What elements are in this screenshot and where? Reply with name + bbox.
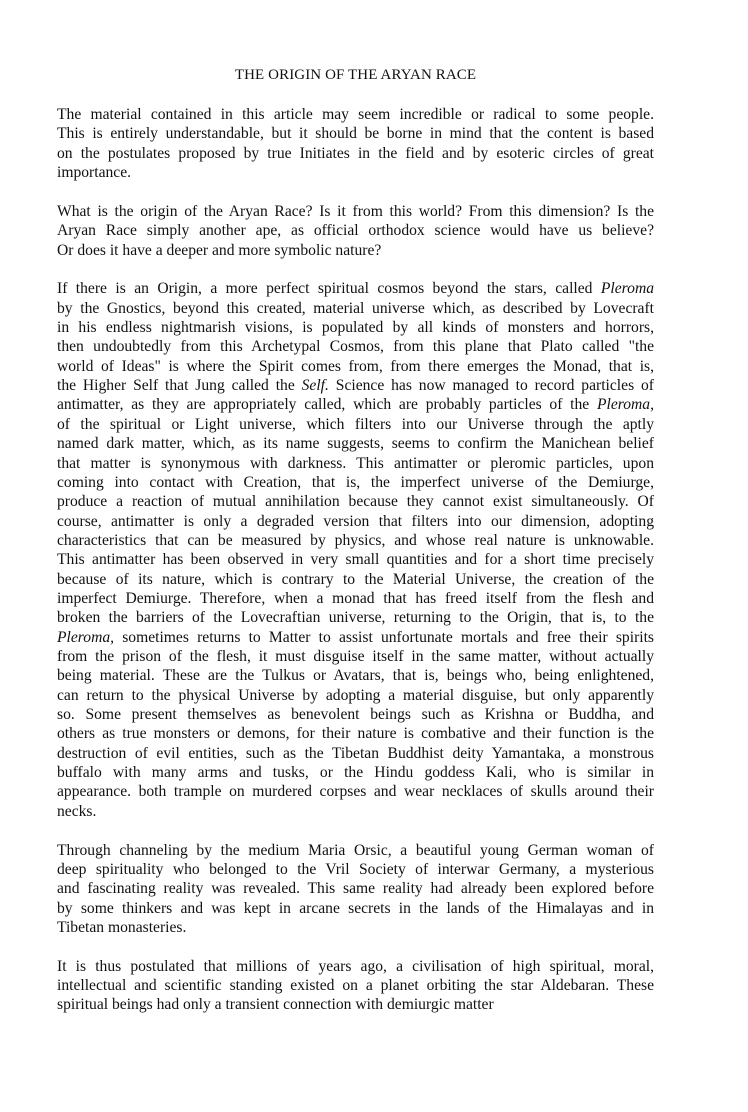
text-segment: of the spiritual or Light universe, which filters into our Universe through the aptly (57, 415, 654, 433)
text-segment: can return to the physical Universe by adopting a material disguise, but only apparently (57, 686, 654, 704)
text-segment: broken the barriers of the Lovecraftian universe, returning to the Origin, that is, to the (57, 609, 654, 627)
text-line (57, 512, 654, 531)
text-line (57, 879, 654, 898)
text-segment: named dark matter, which, as its name suggests, seems to confirm the Manichean belief (57, 435, 654, 453)
text-line (57, 299, 654, 318)
text-line (57, 144, 654, 163)
text-line (57, 589, 654, 608)
text-segment: destruction of evil entities, such as the Tibetan Buddhist deity Yamantaka, a monstrous (57, 744, 654, 762)
document-page (57, 66, 654, 1034)
text-line (57, 918, 654, 937)
text-line (57, 105, 654, 124)
text-segment: What is the origin of the Aryan Race? Is it from this world? From this dimension? Is the (57, 202, 654, 220)
text-line (57, 337, 654, 356)
text-segment: the Higher Self that Jung called the (57, 377, 302, 395)
text-segment: by some thinkers and was kept in arcane secrets in the lands of the Himalayas and in (57, 899, 654, 917)
text-line (57, 221, 654, 240)
text-segment: Tibetan monasteries. (57, 918, 187, 936)
text-line (57, 647, 654, 666)
text-segment: and fascinating reality was revealed. This same reality had already been explored before (57, 880, 654, 898)
text-line (57, 724, 654, 743)
text-segment: imperfect Demiurge. Therefore, when a monad that has freed itself from the flesh and (57, 589, 654, 607)
text-line (57, 802, 654, 821)
italic-term: Self. (301, 377, 329, 395)
document-body (57, 105, 654, 1015)
text-line (57, 473, 654, 492)
text-line (57, 279, 654, 298)
text-line (57, 531, 654, 550)
text-segment: so. Some present themselves as benevolent beings such as Krishna or Buddha, and (57, 705, 654, 723)
text-line (57, 899, 654, 918)
text-segment: spiritual beings had only a transient connection with demiurgic matter (57, 996, 494, 1014)
text-segment: This antimatter has been observed in very small quantities and for a short time precisely (57, 551, 654, 569)
text-segment: Through channeling by the medium Maria Orsic, a beautiful young German woman of (57, 841, 654, 859)
text-segment: sometimes returns to Matter to assist unfortunate mortals and free their spirits (114, 628, 654, 646)
text-segment: others as true monsters or demons, for their nature is combative and their function is the (57, 725, 654, 743)
text-segment: produce a reaction of mutual annihilation because they cannot exist simultaneously. Of (57, 493, 654, 511)
body-paragraph (57, 279, 654, 821)
text-line (57, 318, 654, 337)
italic-term: Pleroma, (596, 396, 654, 414)
text-line (57, 976, 654, 995)
text-line (57, 550, 654, 569)
text-segment: buffalo with many arms and tusks, or the Hindu goddess Kali, who is similar in (57, 764, 654, 781)
text-segment: being material. These are the Tulkus or Avatars, that is, beings who, being enlightened, (57, 667, 654, 685)
text-segment: then undoubtedly from this Archetypal Cosmos, from this plane that Plato called "the (57, 338, 654, 356)
text-line (57, 705, 654, 724)
text-segment: antimatter, as they are appropriately called, which are probably particles of the (57, 396, 597, 414)
text-segment: intellectual and scientific standing existed on a planet orbiting the star Aldebaran. These (57, 977, 654, 995)
text-segment: importance. (57, 164, 132, 182)
document-title: THE ORIGIN OF THE ARYAN RACE (234, 67, 477, 83)
body-paragraph (57, 841, 654, 938)
text-line (57, 628, 654, 647)
text-segment: coming into contact with Creation, that is, the imperfect universe of the Demiurge, (57, 473, 654, 491)
text-line (57, 686, 654, 705)
text-segment: It is thus postulated that millions of years ago, a civilisation of high spiritual, moral, (57, 957, 654, 975)
text-line (57, 124, 654, 143)
text-line (57, 744, 654, 763)
text-segment: by the Gnostics, beyond this created, material universe which, as described by Lovecraft (57, 299, 654, 317)
text-line (57, 763, 654, 782)
text-line (57, 357, 654, 376)
text-line (57, 782, 654, 801)
text-segment: The material contained in this article may seem incredible or radical to some people. (57, 106, 654, 123)
text-line (57, 395, 654, 414)
text-segment: appearance. both trample on murdered corpses and wear necklaces of skulls around their (57, 783, 654, 801)
italic-term: Pleroma (600, 280, 654, 298)
text-segment: world of Ideas" is where the Spirit comes from, from there emerges the Monad, that is, (57, 357, 654, 375)
text-segment: characteristics that can be measured by physics, and whose real nature is unknowable. (57, 531, 654, 549)
italic-term: Pleroma, (57, 628, 115, 646)
text-segment: Or does it have a deeper and more symbolic nature? (57, 241, 382, 259)
text-line (57, 454, 654, 473)
text-segment: because of its nature, which is contrary to the Material Universe, the creation of the (57, 570, 654, 588)
text-line (57, 434, 654, 453)
body-paragraph (57, 202, 654, 260)
text-segment: course, antimatter is only a degraded version that filters into our dimension, adopting (57, 512, 654, 530)
text-line (57, 163, 654, 182)
body-paragraph (57, 105, 654, 182)
text-line (57, 841, 654, 860)
text-line (57, 492, 654, 511)
text-line (57, 957, 654, 976)
text-line (57, 608, 654, 627)
text-line (57, 202, 654, 221)
text-line (57, 415, 654, 434)
text-segment: that matter is synonymous with darkness. This antimatter or pleromic particles, upon (57, 454, 654, 472)
text-line (57, 995, 654, 1014)
text-segment: in his endless nightmarish visions, is populated by all kinds of monsters and horrors, (57, 319, 654, 337)
text-line (57, 860, 654, 879)
text-segment: necks. (57, 802, 97, 820)
text-line (57, 241, 654, 260)
text-line (57, 376, 654, 395)
body-paragraph (57, 957, 654, 1015)
text-segment: deep spirituality who belonged to the Vril Society of interwar Germany, a mysterious (57, 860, 654, 878)
text-segment: Aryan Race simply another ape, as official orthodox science would have us believe? (57, 222, 654, 240)
text-segment: This is entirely understandable, but it should be borne in mind that the content is based (57, 125, 654, 143)
text-segment: on the postulates proposed by true Initiates in the field and by esoteric circles of great (57, 144, 654, 162)
text-segment: If there is an Origin, a more perfect spiritual cosmos beyond the stars, called (57, 280, 601, 298)
text-segment: from the prison of the flesh, it must disguise itself in the same matter, without actually (57, 647, 654, 665)
text-segment: Science has now managed to record particles of (328, 377, 654, 395)
text-line (57, 570, 654, 589)
text-line (57, 666, 654, 685)
